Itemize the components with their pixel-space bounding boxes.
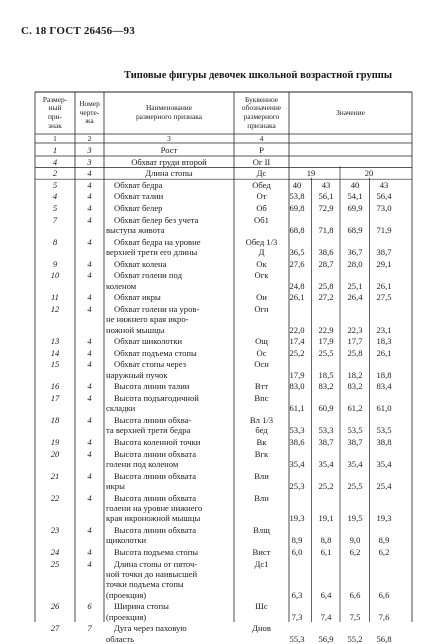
row-letter-code: Ог II bbox=[252, 156, 271, 167]
row-value: 6,6 bbox=[349, 589, 361, 600]
row-feature-name: наружный пучок bbox=[106, 369, 168, 380]
row-feature-name: Обхват голени под bbox=[114, 270, 182, 281]
row-drawing-number: 4 bbox=[87, 236, 92, 247]
row-value: 53,3 bbox=[318, 425, 334, 436]
row-value: 73,0 bbox=[376, 203, 392, 213]
row-value: 18,3 bbox=[376, 336, 392, 347]
row-value: 22,3 bbox=[347, 324, 363, 335]
row-letter-code: Днов bbox=[252, 623, 271, 634]
row-feature-name: икры bbox=[106, 481, 125, 491]
row-letter-code: Ок bbox=[256, 258, 267, 269]
document-title: Типовые фигуры девочек школьной возрастной группы bbox=[124, 70, 393, 81]
row-value: 68,9 bbox=[347, 225, 363, 235]
row-drawing-number: 4 bbox=[87, 448, 92, 459]
row-value: 27,2 bbox=[318, 292, 334, 303]
row-value: 38,6 bbox=[289, 437, 305, 447]
row-drawing-number: 4 bbox=[87, 393, 92, 403]
row-letter-code: Об bbox=[256, 203, 267, 213]
row-drawing-number: 4 bbox=[87, 258, 92, 269]
page-header: С. 18 ГОСТ 26456—93 bbox=[21, 25, 135, 37]
row-value: 23,1 bbox=[376, 324, 392, 335]
row-value: 43 bbox=[379, 179, 389, 190]
row-value: 6,2 bbox=[378, 547, 390, 557]
row-value: 56,8 bbox=[376, 633, 392, 644]
row-letter-code: Ос bbox=[256, 347, 267, 358]
row-feature-number: 11 bbox=[51, 292, 59, 303]
row-value: 27,6 bbox=[289, 258, 305, 269]
row-letter-code: Вист bbox=[252, 547, 271, 557]
row-value: 54,1 bbox=[347, 191, 363, 202]
row-feature-name: Высота линии обхвата bbox=[114, 492, 197, 503]
row-value: 6,1 bbox=[320, 547, 332, 557]
row-value: 26,1 bbox=[376, 280, 392, 291]
row-value: 55,3 bbox=[289, 633, 305, 644]
row-value: 35,4 bbox=[318, 459, 334, 469]
row-letter-code: Шс bbox=[255, 601, 268, 612]
row-feature-name: Высота подъягодичной bbox=[114, 393, 199, 403]
row-value: 83,0 bbox=[289, 381, 305, 392]
row-value: 8,8 bbox=[320, 535, 332, 546]
row-value: 56,9 bbox=[318, 633, 334, 644]
row-value: 26,1 bbox=[289, 292, 305, 303]
row-value: 38,7 bbox=[376, 247, 392, 257]
row-value: 61,0 bbox=[376, 403, 392, 414]
row-feature-name: Обхват стопы через bbox=[114, 359, 187, 370]
header-feature-name: Наименование размерного признака bbox=[135, 103, 202, 121]
row-feature-number: 8 bbox=[52, 236, 58, 247]
row-value: 28,7 bbox=[318, 258, 334, 269]
row-feature-name: Длина стопы от пяточ- bbox=[114, 558, 198, 569]
row-feature-name: Обхват талии bbox=[114, 191, 164, 202]
row-feature-name: не нижнего края икро- bbox=[106, 314, 189, 325]
row-value: 38,7 bbox=[318, 437, 334, 447]
row-value: 35,4 bbox=[347, 459, 363, 469]
row-drawing-number: 4 bbox=[87, 437, 92, 447]
row-letter-code: бед bbox=[255, 425, 268, 436]
row-value: 83,2 bbox=[347, 381, 363, 392]
row-value: 6,0 bbox=[291, 547, 303, 557]
row-value: 17,9 bbox=[318, 336, 334, 347]
row-feature-number: 27 bbox=[50, 623, 60, 634]
row-drawing-number: 4 bbox=[87, 547, 92, 557]
row-value: 25,4 bbox=[376, 481, 392, 491]
row-feature-name: Ширина стопы bbox=[114, 601, 169, 612]
row-value: 19,3 bbox=[376, 513, 392, 524]
row-value: 18,8 bbox=[376, 369, 392, 380]
header-column-number: 1 bbox=[53, 133, 57, 143]
row-value: 6,6 bbox=[378, 589, 390, 600]
row-value: 69,9 bbox=[347, 203, 363, 213]
row-feature-number: 9 bbox=[52, 258, 58, 269]
row-value: 25,8 bbox=[318, 280, 334, 291]
row-value: 19,5 bbox=[347, 513, 363, 524]
row-letter-code: Огк bbox=[254, 270, 269, 281]
row-feature-name: Высота линии талии bbox=[114, 381, 190, 392]
row-drawing-number: 6 bbox=[87, 601, 92, 612]
row-feature-name: Обхват колена bbox=[114, 258, 167, 269]
row-value: 53,5 bbox=[376, 425, 392, 436]
row-value: 36,7 bbox=[347, 247, 363, 257]
row-drawing-number: 4 bbox=[87, 525, 92, 535]
row-drawing-number: 4 bbox=[87, 214, 92, 225]
row-letter-code: Д bbox=[258, 247, 265, 257]
row-drawing-number: 4 bbox=[87, 347, 92, 358]
row-value: 53,3 bbox=[289, 425, 305, 436]
row-value: 18,5 bbox=[318, 369, 334, 380]
row-value: 7,5 bbox=[349, 611, 361, 622]
row-feature-number: 25 bbox=[50, 558, 60, 569]
header-column-number: 3 bbox=[167, 133, 171, 143]
row-letter-code: Влн bbox=[254, 492, 269, 503]
row-value: 19,1 bbox=[318, 513, 334, 524]
row-drawing-number: 4 bbox=[87, 558, 92, 569]
row-drawing-number: 4 bbox=[87, 336, 92, 347]
row-value: 27,5 bbox=[376, 292, 392, 303]
row-feature-name: Обхват белер без учета bbox=[114, 214, 199, 225]
row-letter-code: Осн bbox=[254, 359, 269, 370]
row-feature-number: 12 bbox=[50, 303, 60, 314]
row-drawing-number: 4 bbox=[87, 303, 92, 314]
row-value: 17,4 bbox=[289, 336, 305, 347]
row-letter-code: Вли bbox=[254, 470, 269, 481]
row-feature-name: края икроножной мышцы bbox=[106, 513, 201, 524]
row-feature-number: 15 bbox=[50, 359, 60, 370]
row-feature-name: Обхват груди второй bbox=[131, 156, 207, 167]
row-letter-code: Ощ bbox=[255, 336, 268, 347]
row-value: 18,2 bbox=[347, 369, 363, 380]
row-letter-code: Ои bbox=[256, 292, 267, 303]
row-drawing-number: 4 bbox=[87, 168, 92, 179]
row-value: 35,4 bbox=[376, 459, 392, 469]
row-value: 53,5 bbox=[347, 425, 363, 436]
row-feature-name: Дуга через паховую bbox=[114, 623, 187, 634]
row-value: 25,5 bbox=[318, 347, 334, 358]
row-feature-number: 23 bbox=[50, 525, 60, 535]
row-value: 56,4 bbox=[376, 191, 392, 202]
row-feature-name: точки подъема стопы bbox=[106, 579, 184, 590]
row-letter-code: Обед bbox=[252, 179, 271, 190]
row-value: 25,1 bbox=[347, 280, 363, 291]
row-value: 25,3 bbox=[289, 481, 305, 491]
row-feature-name: Обхват белер bbox=[114, 203, 163, 213]
row-letter-code: Дс bbox=[256, 168, 267, 179]
row-value: 61,1 bbox=[289, 403, 305, 414]
row-drawing-number: 4 bbox=[87, 179, 92, 190]
row-letter-code: Вл 1/3 bbox=[249, 415, 274, 425]
row-value: 53,8 bbox=[289, 191, 305, 202]
row-feature-name: Высота линии обхва- bbox=[114, 415, 192, 425]
row-feature-name: (проекция) bbox=[106, 611, 147, 622]
row-letter-code: Впс bbox=[254, 393, 269, 403]
row-feature-number: 2 bbox=[52, 168, 58, 179]
row-value: 25,8 bbox=[347, 347, 363, 358]
row-feature-name: Рост bbox=[160, 145, 178, 155]
row-feature-number: 4 bbox=[52, 191, 58, 202]
row-value: 56,1 bbox=[318, 191, 334, 202]
row-feature-name: верхней трети его длины bbox=[106, 247, 198, 257]
row-drawing-number: 4 bbox=[87, 470, 92, 481]
row-value: 38,8 bbox=[376, 437, 392, 447]
row-value: 26,1 bbox=[376, 347, 392, 358]
row-feature-name: Высота коленной точки bbox=[114, 437, 201, 447]
row-value: 22,9 bbox=[318, 324, 334, 335]
row-feature-number: 26 bbox=[50, 601, 60, 612]
row-value: 61,2 bbox=[347, 403, 363, 414]
row-value: 9,0 bbox=[349, 535, 361, 546]
row-feature-number: 22 bbox=[50, 492, 60, 503]
row-drawing-number: 4 bbox=[87, 292, 92, 303]
row-value: 24,8 bbox=[289, 280, 305, 291]
row-feature-number: 7 bbox=[52, 214, 58, 225]
row-value: 6,2 bbox=[349, 547, 361, 557]
row-letter-code: Вгк bbox=[254, 448, 269, 459]
row-feature-number: 4 bbox=[52, 156, 58, 167]
row-drawing-number: 3 bbox=[87, 145, 92, 155]
row-value: 8,9 bbox=[291, 535, 303, 546]
row-value: 19,3 bbox=[289, 513, 305, 524]
row-value: 55,2 bbox=[347, 633, 363, 644]
row-drawing-number: 7 bbox=[87, 623, 92, 634]
row-letter-code: Р bbox=[259, 145, 264, 155]
row-feature-name: Обхват подъема стопы bbox=[114, 347, 197, 358]
row-feature-number: 16 bbox=[50, 381, 60, 392]
row-feature-name: Обхват шиколотки bbox=[114, 336, 183, 347]
row-feature-name: Обхват бедра на уровне bbox=[114, 236, 201, 247]
row-drawing-number: 4 bbox=[87, 203, 92, 213]
header-column-number: 4 bbox=[259, 133, 264, 143]
row-letter-code: Огн bbox=[254, 303, 269, 314]
row-feature-name: коленом bbox=[106, 280, 137, 291]
row-value: 28,0 bbox=[347, 258, 363, 269]
row-feature-number: 17 bbox=[50, 393, 60, 403]
row-value: 71,9 bbox=[376, 225, 392, 235]
row-value: 7,4 bbox=[320, 611, 332, 622]
row-value: 26,4 bbox=[347, 292, 363, 303]
row-feature-number: 20 bbox=[50, 448, 60, 459]
row-value: 43 bbox=[321, 179, 331, 190]
row-drawing-number: 4 bbox=[87, 492, 92, 503]
row-value: 40 bbox=[350, 179, 360, 190]
row-feature-name: щиколотки bbox=[106, 535, 147, 546]
row-value: 69,8 bbox=[289, 203, 305, 213]
header-column-number: 2 bbox=[87, 133, 92, 143]
row-drawing-number: 4 bbox=[87, 415, 92, 425]
row-value: 6,3 bbox=[291, 589, 303, 600]
row-feature-name: голени на уровне нижнего bbox=[106, 503, 203, 513]
row-value: 40 bbox=[292, 179, 302, 190]
row-feature-name: та верхней трети бедра bbox=[106, 425, 191, 436]
row-feature-number: 24 bbox=[50, 547, 60, 557]
row-letter-code: Дс1 bbox=[254, 558, 269, 569]
row-feature-number: 5 bbox=[52, 203, 58, 213]
row-value: 6,4 bbox=[320, 589, 332, 600]
row-value: 17,9 bbox=[289, 369, 305, 380]
row-feature-name: Обхват голени на уров- bbox=[114, 303, 200, 314]
row-value: 17,7 bbox=[347, 336, 363, 347]
row-value: 35,4 bbox=[289, 459, 305, 469]
row-value: 7,6 bbox=[378, 611, 390, 622]
row-value: 20 bbox=[364, 168, 374, 179]
row-letter-code: Втт bbox=[254, 381, 269, 392]
row-feature-name: Высота линии обхвата bbox=[114, 525, 197, 535]
row-value: 25,2 bbox=[318, 481, 334, 491]
row-value: 22,0 bbox=[289, 324, 305, 335]
row-letter-code: Вк bbox=[256, 437, 267, 447]
row-letter-code: Об1 bbox=[254, 214, 269, 225]
row-value: 36,5 bbox=[289, 247, 305, 257]
row-feature-name: ной точки до наивысшей bbox=[106, 569, 198, 579]
row-feature-name: голени под коленом bbox=[106, 459, 179, 469]
row-value: 19 bbox=[306, 168, 316, 179]
row-drawing-number: 3 bbox=[87, 156, 92, 167]
header-drawing-number: Номер черте- жа bbox=[79, 99, 100, 126]
row-feature-name: ножной мышцы bbox=[106, 324, 165, 335]
row-value: 71,8 bbox=[318, 225, 334, 235]
row-feature-name: выступа живота bbox=[106, 225, 165, 235]
row-feature-name: область bbox=[106, 633, 135, 644]
row-drawing-number: 4 bbox=[87, 191, 92, 202]
row-letter-code: От bbox=[256, 191, 267, 202]
row-feature-name: Длина стопы bbox=[145, 168, 193, 179]
row-value: 72,9 bbox=[318, 203, 334, 213]
row-value: 38,6 bbox=[318, 247, 334, 257]
row-feature-number: 1 bbox=[52, 145, 58, 155]
row-feature-name: Обхват бедра bbox=[114, 179, 163, 190]
row-value: 83,4 bbox=[376, 381, 392, 392]
row-value: 25,5 bbox=[347, 481, 363, 491]
row-feature-number: 13 bbox=[50, 336, 60, 347]
row-feature-number: 14 bbox=[50, 347, 60, 358]
row-feature-number: 18 bbox=[50, 415, 60, 425]
row-value: 7,3 bbox=[291, 611, 303, 622]
row-feature-number: 19 bbox=[50, 437, 60, 447]
row-value: 60,9 bbox=[318, 403, 334, 414]
row-feature-name: Высота линии обхвата bbox=[114, 470, 197, 481]
row-value: 68,8 bbox=[289, 225, 305, 235]
row-feature-number: 5 bbox=[52, 179, 58, 190]
row-value: 38,7 bbox=[347, 437, 363, 447]
header-letter-code: Буквенное обозначение размерного признака bbox=[241, 94, 282, 130]
row-drawing-number: 4 bbox=[87, 270, 92, 281]
row-feature-name: (проекция) bbox=[106, 589, 147, 600]
row-feature-name: Высота линии обхвата bbox=[114, 448, 197, 459]
row-value: 83,2 bbox=[318, 381, 334, 392]
row-feature-number: 21 bbox=[50, 470, 60, 481]
header-size-feature: Размер- ный при- знак bbox=[42, 94, 68, 130]
row-letter-code: Обед 1/3 bbox=[245, 236, 278, 247]
row-feature-name: Обхват икры bbox=[114, 292, 161, 303]
row-value: 25,2 bbox=[289, 347, 305, 358]
row-feature-number: 10 bbox=[50, 270, 60, 281]
header-value: Значение bbox=[336, 108, 365, 117]
row-drawing-number: 4 bbox=[87, 359, 92, 370]
row-feature-name: складки bbox=[106, 403, 136, 414]
row-drawing-number: 4 bbox=[87, 381, 92, 392]
row-value: 8,9 bbox=[378, 535, 390, 546]
row-value: 29,1 bbox=[376, 258, 392, 269]
row-letter-code: Влщ bbox=[253, 525, 270, 535]
row-feature-name: Высота подъема стопы bbox=[114, 547, 199, 557]
